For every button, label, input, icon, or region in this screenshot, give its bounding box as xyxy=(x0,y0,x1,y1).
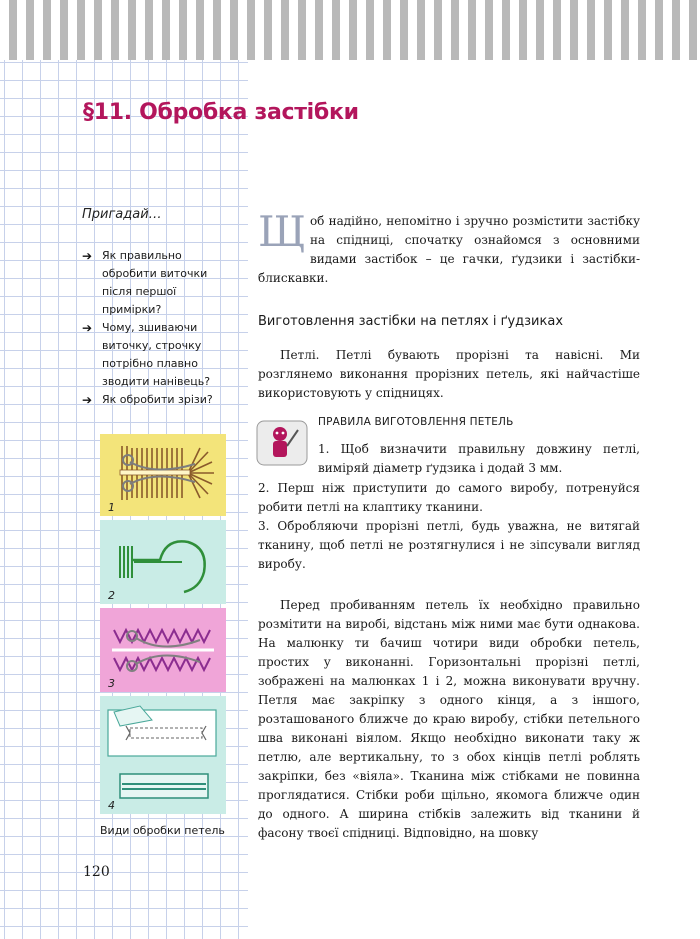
recall-question-text: Як правильно обробити виточки після першої примірки? xyxy=(102,249,208,316)
fan-stitch-loop-figure-icon xyxy=(100,434,226,516)
arrow-right-icon: ➔ xyxy=(82,393,93,407)
figure-4 xyxy=(100,696,226,814)
rule-item xyxy=(258,517,640,574)
recall-question-text: Як обробити зрізи? xyxy=(102,393,213,406)
drop-cap: Щ xyxy=(258,207,306,256)
figure-caption: Види обробки петель xyxy=(100,824,225,837)
intro-paragraph xyxy=(258,207,640,288)
zigzag-loop-figure-icon xyxy=(100,608,226,692)
recall-question xyxy=(82,391,238,409)
rule-text: Обробляючи прорізні петлі, будь уважна, не витягай тканину, щоб петлі не розтягнулися і не зіпсували вигляд виробу. xyxy=(258,519,640,571)
intro-text: об надійно, непомітно і зручно розмістити застібку на спідниці, спочатку ознайомся з основними видами застібок – це гачки, ґудзики і застібки-блискавки. xyxy=(258,214,640,285)
arrow-right-icon: ➔ xyxy=(82,321,93,335)
figure-number: 3 xyxy=(108,677,115,690)
recall-question-text: Чому, зшиваючи виточку, строчку потрібно плавно зводити нанівець? xyxy=(102,321,211,388)
rule-item xyxy=(318,440,640,478)
rule-text: Щоб визначити правильну довжину петлі, виміряй діаметр ґудзика і додай 3 мм. xyxy=(318,442,640,475)
hand-stitch-figure-icon xyxy=(100,520,226,604)
page-number: 120 xyxy=(83,864,110,880)
loops-paragraph: Петлі. Петлі бувають прорізні та навісні. Ми розглянемо виконання прорізних петель, які найчастіше використовують у спідницях. xyxy=(258,348,640,400)
section-title: §11. Обробка застібки xyxy=(83,100,359,125)
figure-number: 4 xyxy=(108,799,115,812)
recall-question xyxy=(82,247,238,319)
rule-number: 3. xyxy=(258,519,270,533)
subheading: Виготовлення застібки на петлях і ґудзиках xyxy=(258,314,564,329)
arrow-right-icon: ➔ xyxy=(82,249,93,263)
rule-number: 2. xyxy=(258,481,270,495)
header-stripes xyxy=(0,0,700,60)
rules-character-icon xyxy=(256,420,308,466)
rules-heading: ПРАВИЛА ВИГОТОВЛЕННЯ ПЕТЕЛЬ xyxy=(318,416,514,428)
figure-3 xyxy=(100,608,226,692)
rule-number: 1. xyxy=(318,442,330,456)
main-paragraph: Перед пробиванням петель їх необхідно правильно розмітити на виробі, відстань між ними має бути однакова. На малюнку ти бачиш чотири види обробки петель, простих у виконанні. Горизонтальні прорізні петлі, зображені на малюнках 1 і 2, можна виконувати вручну. Петля має закріпку з одного кінця, а з іншого, розташованого ближче до краю виробу, стібки петельного шва виконані віялом. Якщо необхідно виконати таку ж петлю, але вертикальну, то з обох кінців петлі роблять закріпки, без «віяла». Тканина між стібками не повинна проглядатися. Стібки роби щільно, якомога ближче один до одного. А ширина стібків залежить від тканини й фасону твоєї спідниці. Відповідно, на шовку xyxy=(258,598,640,840)
figure-number: 1 xyxy=(108,501,115,514)
rule-item xyxy=(258,479,640,517)
recall-question-list xyxy=(82,247,238,409)
figure-number: 2 xyxy=(108,589,115,602)
recall-question xyxy=(82,319,238,391)
rule-text: Перш ніж приступити до самого виробу, потренуйся робити петлі на клаптику тканини. xyxy=(258,481,640,514)
recall-heading: Пригадай… xyxy=(82,207,162,222)
figure-1 xyxy=(100,434,226,516)
figure-2 xyxy=(100,520,226,604)
machine-loop-figure-icon xyxy=(100,696,226,814)
